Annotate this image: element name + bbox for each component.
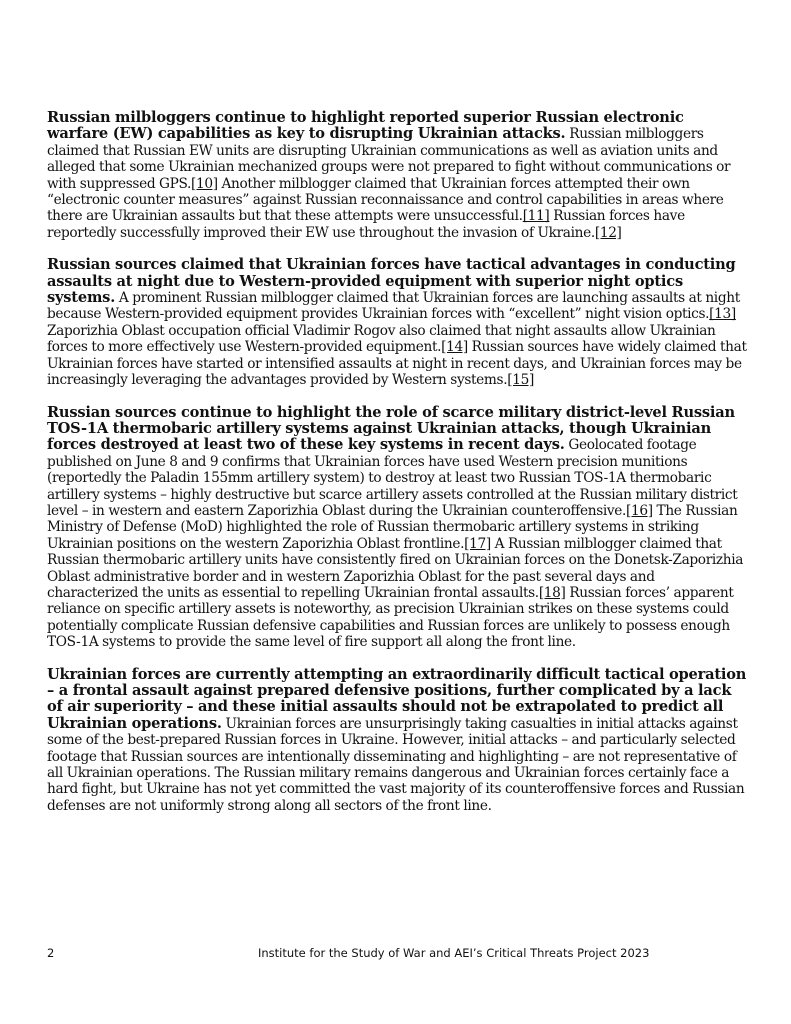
footer-attribution: Institute for the Study of War and AEI’s Critical Threats Project 2023 — [258, 946, 650, 960]
page-number: 2 — [47, 946, 55, 960]
footnote-link-15[interactable]: [15] — [507, 372, 534, 389]
paragraph-frontal-assault — [47, 667, 747, 815]
paragraph-text: Russian forces’ apparent reliance on specific artillery assets is noteworthy, as precision Ukrainian strikes on these systems could potentially complicate Russian defensive capabilities and Russian forces are unlikely to possess enough TOS-1A systems to provide the same level of fire support all along the front line. — [47, 584, 734, 651]
paragraph-text: A prominent Russian milblogger claimed that Ukrainian forces are launching assaults at night because Western-provided equipment provides Ukrainian forces with “excellent” night vision optics. — [47, 290, 740, 323]
paragraph-text: The Russian Ministry of Defense (MoD) highlighted the role of Russian thermobaric artillery systems in striking Ukrainian positions on the western Zaporizhia Oblast frontline. — [47, 502, 738, 552]
footnote-link-13[interactable]: [13] — [709, 306, 736, 323]
paragraph-text: Geolocated footage published on June 8 and 9 confirms that Ukrainian forces have used Western precision munitions (reportedly the Paladin 155mm artillery system) to destroy at least two Russian TOS-1A thermobaric artillery systems – highly destructive but scarce artillery assets controlled at the Russian military district level – in western and eastern Zaporizhia Oblast during the Ukrainian counteroffensive. — [47, 437, 738, 519]
paragraph-tos-1a-systems — [47, 405, 747, 651]
footnote-link-14[interactable]: [14] — [441, 339, 468, 356]
paragraph-text: Another milblogger claimed that Ukrainian forces attempted their own “electronic counter measures” against Russian reconnaissance and control capabilities in areas where there are Ukrainian assaults but that these attempts were unsuccessful. — [47, 175, 724, 225]
paragraph-lead: Russian milbloggers continue to highlight reported superior Russian electronic warfare (EW) capabilities as key to disrupting Ukrainian attacks. — [47, 109, 684, 143]
paragraph-ew-capabilities — [47, 110, 747, 241]
footnote-link-16[interactable]: [16] — [626, 502, 653, 519]
paragraph-text: Russian milbloggers claimed that Russian EW units are disrupting Ukrainian communications as well as aviation units and alleged that some Ukrainian mechanized groups were not prepared to fight without communications or with suppressed GPS. — [47, 126, 731, 192]
paragraph-text: Ukrainian forces are unsurprisingly taking casualties in initial attacks against some of the best-prepared Russian forces in Ukraine. However, initial attacks – and particularly selected footage that Russian sources are intentionally disseminating and highlighting – are not representative of all Ukrainian operations. The Russian military remains dangerous and Ukrainian forces certainly face a hard fight, but Ukraine has not yet committed the vast majority of its counteroffensive forces and Russian defenses are not uniformly strong along all sectors of the front line. — [47, 715, 745, 814]
footnote-link-17[interactable]: [17] — [464, 535, 491, 552]
footnote-link-12[interactable]: [12] — [594, 224, 622, 241]
footnote-link-10[interactable]: [10] — [191, 175, 218, 192]
document-body — [47, 110, 747, 830]
footnote-link-11[interactable]: [11] — [522, 208, 550, 225]
page-footer — [47, 946, 747, 962]
footnote-link-18[interactable]: [18] — [538, 584, 566, 601]
paragraph-lead: Ukrainian forces are currently attempting an extraordinarily difficult tactical operation – a frontal assault against prepared defensive positions, further complicated by a lack of air superiority – and these initial assaults should not be extrapolated to predict all Ukrainian operations. — [47, 665, 747, 732]
paragraph-text: Russian forces have reportedly successfully improved their EW use throughout the invasion of Ukraine. — [47, 208, 685, 241]
paragraph-text: A Russian milblogger claimed that Russian thermobaric artillery units have consistently fired on Ukrainian forces on the Donetsk-Zaporizhia Oblast administrative border and in western Zaporizhia Oblast for the past several days and characterized the units as essential to repelling Ukrainian frontal assaults. — [47, 535, 744, 601]
paragraph-lead: Russian sources continue to highlight the role of scarce military district-level Russian TOS-1A thermobaric artillery systems against Ukrainian attacks, though Ukrainian forces destroyed at least two of these key systems in recent days. — [47, 403, 735, 454]
paragraph-text: Russian sources have widely claimed that Ukrainian forces have started or intensified assaults at night in recent days, and Ukrainian forces may be increasingly leveraging the advantages provided by Western systems. — [47, 339, 747, 389]
paragraph-lead: Russian sources claimed that Ukrainian forces have tactical advantages in conducting assaults at night due to Western-provided equipment with superior night optics systems. — [47, 256, 736, 307]
paragraph-text: Zaporizhia Oblast occupation official Vladimir Rogov also claimed that night assaults allow Ukrainian forces to more effectively use Western-provided equipment. — [47, 322, 716, 356]
paragraph-night-assaults — [47, 257, 747, 388]
